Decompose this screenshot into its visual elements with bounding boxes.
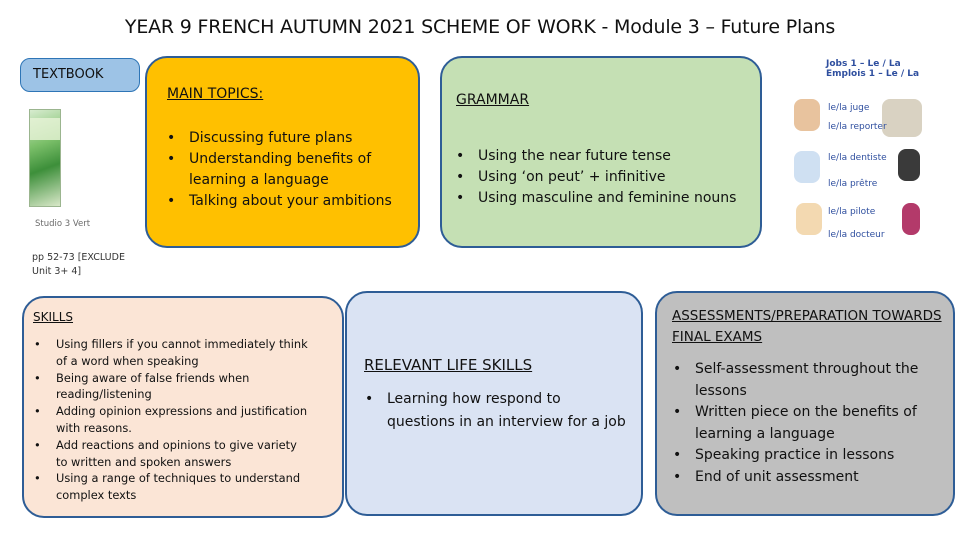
list-item: • Being aware of false friends when reading/listening: [56, 370, 311, 404]
grammar-box: [440, 56, 762, 248]
textbook-cover-image: [25, 97, 117, 237]
worksheet-word: le/la docteur: [828, 230, 885, 240]
list-item: • Speaking practice in lessons: [695, 445, 945, 467]
dentist-illustration: [794, 151, 820, 183]
worksheet-word: le/la juge: [828, 103, 870, 113]
list-item: • Understanding benefits of learning a language: [189, 149, 414, 191]
list-item: • Using masculine and feminine nouns: [478, 188, 758, 209]
list-item: • End of unit assessment: [695, 467, 945, 489]
list-item: • Using fillers if you cannot immediately think of a word when speaking: [56, 336, 311, 370]
list-item: • Self-assessment throughout the lessons: [695, 359, 945, 402]
list-item: • Talking about your ambitions: [189, 191, 414, 212]
list-item: • Using a range of techniques to understand complex texts: [56, 470, 311, 504]
list-item: • Using ‘on peut’ + infinitive: [478, 167, 758, 188]
assessments-heading: ASSESSMENTS/PREPARATION TOWARDS FINAL EXAMS: [672, 308, 942, 345]
main-topics-heading: MAIN TOPICS:: [167, 86, 264, 102]
main-topics-box: [145, 56, 420, 248]
book-caption: Studio 3 Vert: [35, 219, 91, 229]
worksheet-header: Jobs 1 – Le / La Emplois 1 – Le / La: [826, 59, 920, 79]
main-topics-list: [189, 128, 414, 212]
priest-illustration: [898, 149, 920, 181]
judge-illustration: [794, 99, 820, 131]
grammar-heading: GRAMMAR: [456, 92, 530, 108]
skills-heading: SKILLS: [33, 310, 74, 324]
book-cover-graphic: [29, 109, 61, 207]
worksheet-word: le/la dentiste: [828, 153, 887, 163]
grammar-list: [478, 146, 758, 209]
assessments-box: [655, 291, 955, 516]
worksheet-word: le/la reporter: [828, 122, 887, 132]
skills-box: [22, 296, 344, 518]
list-item: • Using the near future tense: [478, 146, 758, 167]
textbook-label: TEXTBOOK: [20, 58, 140, 92]
page-title: YEAR 9 FRENCH AUTUMN 2021 SCHEME OF WORK - Module 3 – Future Plans: [124, 16, 836, 38]
worksheet-word: le/la pilote: [828, 207, 876, 217]
life-skills-heading: RELEVANT LIFE SKILLS: [364, 356, 533, 374]
list-item: • Learning how respond to questions in an interview for a job: [387, 388, 627, 434]
list-item: • Adding opinion expressions and justification with reasons.: [56, 403, 311, 437]
jobs-worksheet-image: [790, 55, 930, 263]
list-item: • Written piece on the benefits of learning a language: [695, 402, 945, 445]
life-skills-list: [387, 388, 627, 434]
worksheet-word: le/la prêtre: [828, 179, 878, 189]
reporter-illustration: [882, 99, 922, 137]
pages-note: pp 52-73 [EXCLUDE Unit 3+ 4]: [32, 252, 125, 277]
doctor-illustration: [902, 203, 920, 235]
assessments-list: [695, 359, 945, 488]
list-item: • Discussing future plans: [189, 128, 414, 149]
pilot-illustration: [796, 203, 822, 235]
list-item: • Add reactions and opinions to give variety to written and spoken answers: [56, 437, 311, 471]
life-skills-box: [345, 291, 643, 516]
skills-list: [56, 336, 311, 504]
